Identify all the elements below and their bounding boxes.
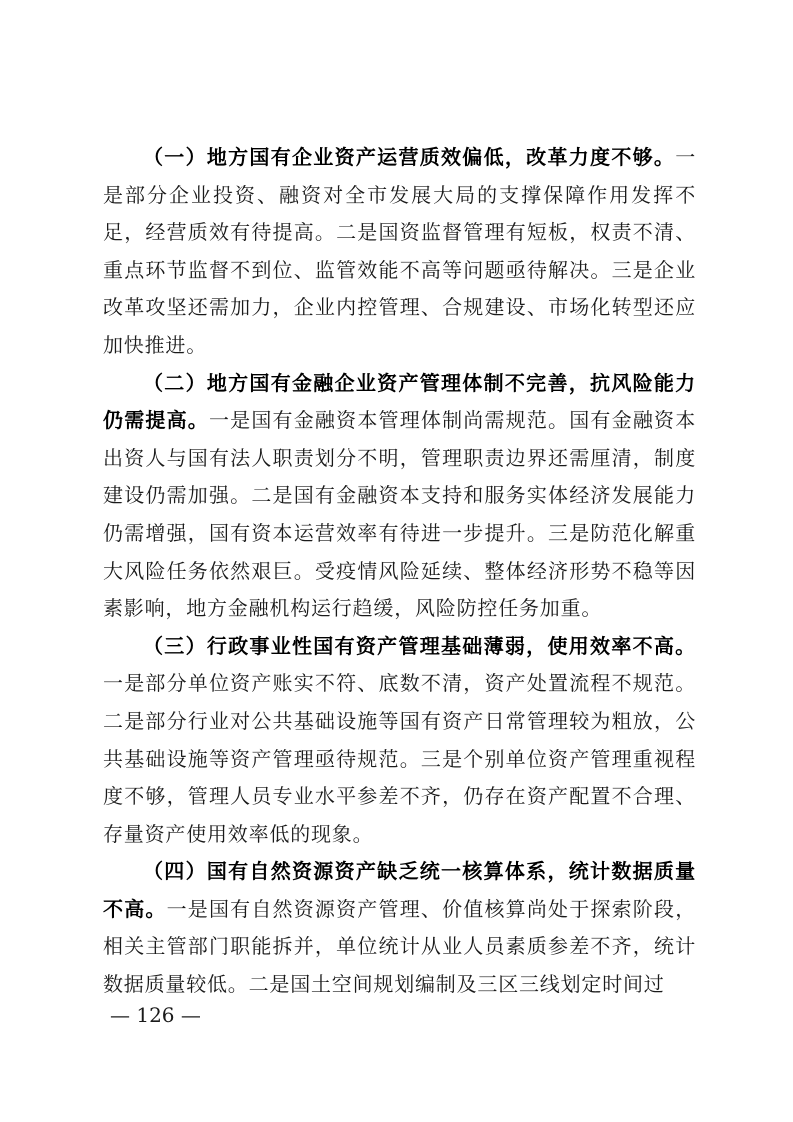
paragraph-1-heading: （一）地方国有企业资产运营质效偏低，改革力度不够。 (143, 145, 676, 169)
paragraph-4-text: 一是国有自然资源资产管理、价值核算尚处于探索阶段，相关主管部门职能拆并，单位统计从业人员素质参差不齐，统计数据质量较低。二是国土空间规划编制及三区三线划定时间过 (103, 896, 696, 997)
paragraph-2-text: 一是国有金融资本管理体制尚需规范。国有金融资本出资人与国有法人职责划分不明，管理职责边界还需厘清，制度建设仍需加强。二是国有金融资本支持和服务实体经济发展能力仍需增强，国有资本运营效率有待进一步提升。三是防范化解重大风险任务依然艰巨。受疫情风险延续、整体经济形势不稳等因素影响，地方金融机构运行趋缓，风险防控任务加重。 (103, 408, 697, 621)
paragraph-3-heading: （三）行政事业性国有资产管理基础薄弱，使用效率不高。 (143, 633, 696, 658)
paragraph-1-text: 一是部分企业投资、融资对全市发展大局的支撑保障作用发挥不足，经营质效有待提高。二是国资监督管理有短板，权责不清、重点环节监督不到位、监管效能不高等问题亟待解决。三是企业改革攻坚还需加力，企业内控管理、合规建设、市场化转型还应加快推进。 (103, 145, 696, 357)
paragraph-1 (103, 139, 696, 365)
paragraph-2-heading: （二）地方国有金融企业资产管理体制不完善，抗风险能力仍需提高。 (103, 370, 696, 433)
paragraph-4-heading: （四）国有自然资源资产缺乏统一核算体系，统计数据质量不高。 (103, 859, 696, 921)
paragraph-3-text: 一是部分单位资产账实不符、底数不清，资产处置流程不规范。二是部分行业对公共基础设施等国有资产日常管理较为粗放，公共基础设施等资产管理亟待规范。三是个别单位资产管理重视程度不够，管理人员专业水平参差不齐，仍存在资产配置不合理、存量资产使用效率低的现象。 (103, 671, 696, 846)
paragraph-2 (103, 365, 696, 628)
document-body (103, 139, 696, 1004)
page-number: — 126 — (110, 1003, 201, 1027)
paragraph-3 (103, 628, 696, 854)
paragraph-4 (103, 853, 696, 1003)
